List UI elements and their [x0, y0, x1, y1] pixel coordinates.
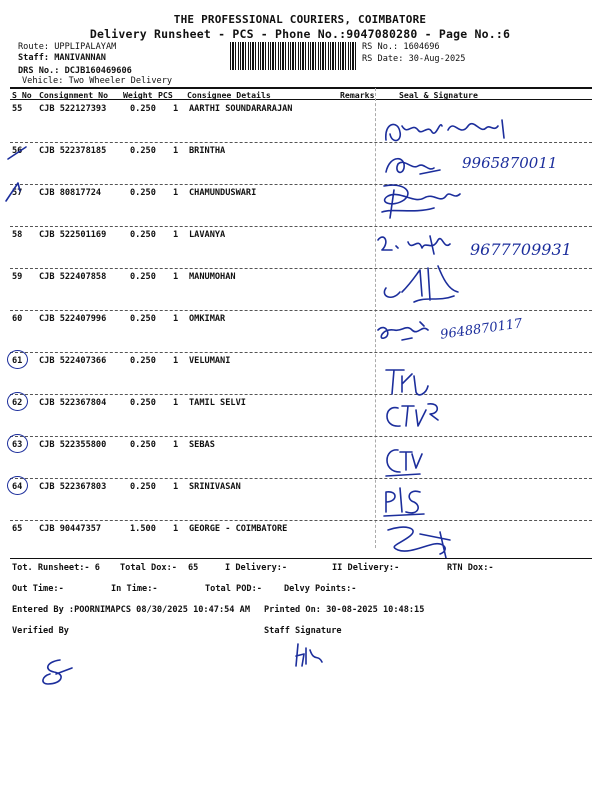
tick-marks	[4, 135, 44, 205]
phone-number-56: 9965870011	[462, 154, 558, 172]
total-dox-label: Total Dox:-	[120, 563, 177, 573]
row-consignment-no: CJB 522378185	[39, 146, 107, 156]
header-rule-bottom	[10, 99, 592, 100]
printed-on: Printed On: 30-08-2025 10:48:15	[264, 605, 425, 615]
signature-58	[372, 228, 472, 258]
sno-circle-mark	[7, 476, 28, 495]
row-consignee: SEBAS	[189, 440, 215, 450]
row-sno: 60	[12, 314, 23, 324]
total-dox-value: 65	[188, 563, 199, 573]
row-weight: 0.250	[130, 356, 156, 366]
row-consignee: SRINIVASAN	[189, 482, 241, 492]
row-sno: 56	[12, 146, 23, 156]
table-row	[0, 479, 600, 521]
row-consignee: CHAMUNDUSWARI	[189, 188, 257, 198]
company-title: THE PROFESSIONAL COURIERS, COIMBATORE	[173, 13, 427, 26]
row-consignee: LAVANYA	[189, 230, 226, 240]
row-sno: 65	[12, 524, 23, 534]
row-consignee: AARTHI SOUNDARARAJAN	[189, 104, 293, 114]
sno-circle-mark	[7, 392, 28, 411]
row-consignment-no: CJB 522127393	[39, 104, 107, 114]
row-consignee: BRINTHA	[189, 146, 226, 156]
row-weight: 0.250	[130, 272, 156, 282]
col-seal-signature: Seal & Signature	[399, 90, 478, 100]
row-weight: 1.500	[130, 524, 156, 534]
signature-61	[382, 364, 442, 398]
verified-by-label: Verified By	[12, 626, 69, 636]
row-sno: 55	[12, 104, 23, 114]
row-consignment-no: CJB 522367804	[39, 398, 107, 408]
row-pcs: 1	[173, 272, 179, 282]
col-consignee: Consignee Details	[187, 90, 271, 100]
staff-label: Staff: MANIVANNAN	[18, 53, 106, 63]
drs-number: DRS No.: DCJB160469606	[18, 66, 132, 76]
row-weight: 0.250	[130, 440, 156, 450]
row-sno: 63	[12, 440, 23, 450]
row-pcs: 1	[173, 146, 179, 156]
signature-62	[380, 398, 450, 432]
out-time-label: Out Time:-	[12, 584, 64, 594]
route-label: Route: UPPLIPALAYAM	[18, 42, 117, 52]
col-pcs: PCS	[158, 90, 173, 100]
row-sno: 58	[12, 230, 23, 240]
row-consignee: TAMIL SELVI	[189, 398, 246, 408]
entered-by: Entered By :POORNIMAPCS 08/30/2025 10:47:54 AM	[12, 605, 250, 615]
row-consignee: VELUMANI	[189, 356, 231, 366]
signature-55	[378, 112, 518, 152]
table-row	[0, 521, 600, 563]
table-row	[0, 437, 600, 479]
row-consignment-no: CJB 522407996	[39, 314, 107, 324]
sno-circle-mark	[7, 350, 28, 369]
sno-circle-mark	[7, 434, 28, 453]
row-sno: 61	[12, 356, 23, 366]
row-weight: 0.250	[130, 188, 156, 198]
row-pcs: 1	[173, 398, 179, 408]
row-consignment-no: CJB 522407366	[39, 356, 107, 366]
row-sno: 64	[12, 482, 23, 492]
row-consignment-no: CJB 522367803	[39, 482, 107, 492]
ii-delivery-label: II Delivery:-	[332, 563, 400, 573]
delvy-points-label: Delvy Points:-	[284, 584, 357, 594]
signature-63	[380, 440, 430, 480]
col-consignment: Consignment No	[39, 90, 109, 100]
row-weight: 0.250	[130, 146, 156, 156]
phone-number-58: 9677709931	[470, 240, 572, 259]
total-pod-label: Total POD:-	[205, 584, 262, 594]
signature-56	[380, 150, 460, 180]
table-row	[0, 185, 600, 227]
rs-number: RS No.: 1604696	[362, 42, 440, 52]
in-time-label: In Time:-	[111, 584, 158, 594]
rtn-dox-label: RTN Dox:-	[447, 563, 494, 573]
row-sno: 59	[12, 272, 23, 282]
rs-date: RS Date: 30-Aug-2025	[362, 54, 466, 64]
staff-signature-label: Staff Signature	[264, 626, 342, 636]
row-weight: 0.250	[130, 104, 156, 114]
row-pcs: 1	[173, 314, 179, 324]
signature-57	[374, 178, 474, 222]
signature-64	[380, 482, 430, 522]
row-pcs: 1	[173, 440, 179, 450]
row-weight: 0.250	[130, 314, 156, 324]
signature-65	[380, 520, 470, 560]
row-consignee: GEORGE - COIMBATORE	[189, 524, 288, 534]
runsheet-subtitle: Delivery Runsheet - PCS - Phone No.:9047080280 - Page No.:6	[89, 27, 511, 41]
col-sno: S No	[12, 90, 32, 100]
row-consignment-no: CJB 522355800	[39, 440, 107, 450]
row-weight: 0.250	[130, 230, 156, 240]
row-consignee: MANUMOHAN	[189, 272, 236, 282]
verifier-signature	[36, 654, 76, 688]
row-pcs: 1	[173, 356, 179, 366]
row-consignment-no: CJB 80817724	[39, 188, 102, 198]
row-sno: 57	[12, 188, 23, 198]
row-consignment-no: CJB 522407858	[39, 272, 107, 282]
table-row	[0, 353, 600, 395]
footer-rule	[10, 558, 592, 559]
phone-number-60: 9648870117	[439, 316, 524, 343]
tot-runsheet: Tot. Runsheet:- 6	[12, 563, 100, 573]
vehicle-label: Vehicle: Two Wheeler Delivery	[22, 76, 173, 86]
row-consignee: OMKIMAR	[189, 314, 226, 324]
row-weight: 0.250	[130, 482, 156, 492]
i-delivery-label: I Delivery:-	[225, 563, 288, 573]
staff-signature	[292, 640, 332, 670]
row-weight: 0.250	[130, 398, 156, 408]
row-sno: 62	[12, 398, 23, 408]
signature-59	[378, 262, 468, 312]
barcode	[230, 42, 358, 70]
row-pcs: 1	[173, 188, 179, 198]
col-weight: Weight	[123, 90, 153, 100]
row-consignment-no: CJB 90447357	[39, 524, 102, 534]
col-remarks: Remarks	[340, 90, 375, 100]
table-row	[0, 269, 600, 311]
table-row	[0, 395, 600, 437]
row-pcs: 1	[173, 482, 179, 492]
row-pcs: 1	[173, 524, 179, 534]
header-rule-top	[10, 87, 592, 89]
row-consignment-no: CJB 522501169	[39, 230, 107, 240]
row-pcs: 1	[173, 104, 179, 114]
row-pcs: 1	[173, 230, 179, 240]
